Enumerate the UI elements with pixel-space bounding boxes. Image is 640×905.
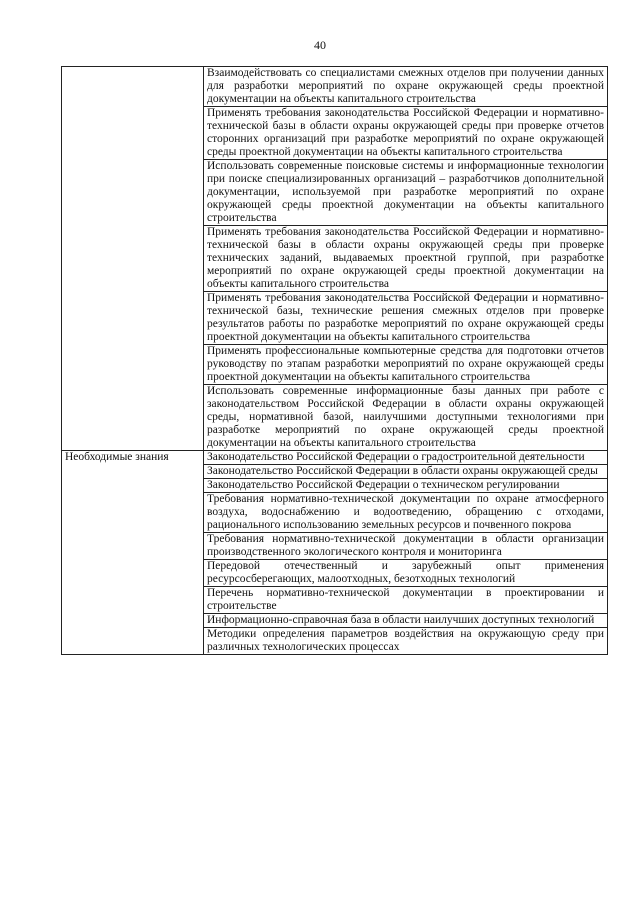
table-cell: Методики определения параметров воздействия на окружающую среду при различных технологических процессах	[204, 628, 608, 655]
table-cell: Законодательство Российской Федерации о техническом регулировании	[204, 479, 608, 493]
table-cell: Применять требования законодательства Российской Федерации и нормативно-технической базы в области охраны окружающей среды при проверке технических заданий, выдаваемых проектной группой, при разработке мероприятий по охране окружающей среды проектной документации на объекты капитального строительства	[204, 226, 608, 292]
table-cell: Передовой отечественный и зарубежный опыт применения ресурсосберегающих, малоотходных, безотходных технологий	[204, 560, 608, 587]
table-cell: Законодательство Российской Федерации о градостроительной деятельности	[204, 451, 608, 465]
table-cell: Перечень нормативно-технической документации в проектировании и строительстве	[204, 587, 608, 614]
table-row	[62, 67, 608, 107]
qualification-table	[61, 66, 608, 655]
table-cell: Использовать современные поисковые системы и информационные технологии при поиске специализированных организаций – разработчиков дополнительной документации, используемой при разработке мероприятий по охране окружающей среды проектной документации на объекты капитального строительства	[204, 160, 608, 226]
table-cell: Применять требования законодательства Российской Федерации и нормативно-технической базы в области охраны окружающей среды при проверке отчетов сторонних организаций при разработке мероприятий по охране окружающей среды проектной документации на объекты капитального строительства	[204, 107, 608, 160]
table-cell: Использовать современные информационные базы данных при работе с законодательством Российской Федерации в области охраны окружающей среды, нормативной базой, наилучшими доступными технологиями при разработке мероприятий по охране окружающей среды проектной документации на объекты капитального строительства	[204, 385, 608, 451]
table-cell: Информационно-справочная база в области наилучших доступных технологий	[204, 614, 608, 628]
table-cell: Взаимодействовать со специалистами смежных отделов при получении данных для разработки мероприятий по охране окружающей среды проектной документации на объекты капитального строительства	[204, 67, 608, 107]
skills-label-cell	[62, 67, 204, 451]
table-row	[62, 451, 608, 465]
page-number: 40	[314, 38, 326, 52]
table-cell: Требования нормативно-технической документации в области организации производственного экологического контроля и мониторинга	[204, 533, 608, 560]
table-cell: Законодательство Российской Федерации в области охраны окружающей среды	[204, 465, 608, 479]
table-cell: Применять требования законодательства Российской Федерации и нормативно-технической базы, технические решения смежных отделов при проверке результатов работы по разработке мероприятий по охране окружающей среды проектной документации на объекты капитального строительства	[204, 292, 608, 345]
table-cell: Применять профессиональные компьютерные средства для подготовки отчетов руководству по этапам разработки мероприятий по охране окружающей среды проектной документации на объекты капитального строительства	[204, 345, 608, 385]
table-cell: Требования нормативно-технической документации по охране атмосферного воздуха, водоснабжению и водоотведению, обращению с отходами, рационального использованию земельных ресурсов и почвенного покрова	[204, 493, 608, 533]
knowledge-label-cell: Необходимые знания	[62, 451, 204, 655]
